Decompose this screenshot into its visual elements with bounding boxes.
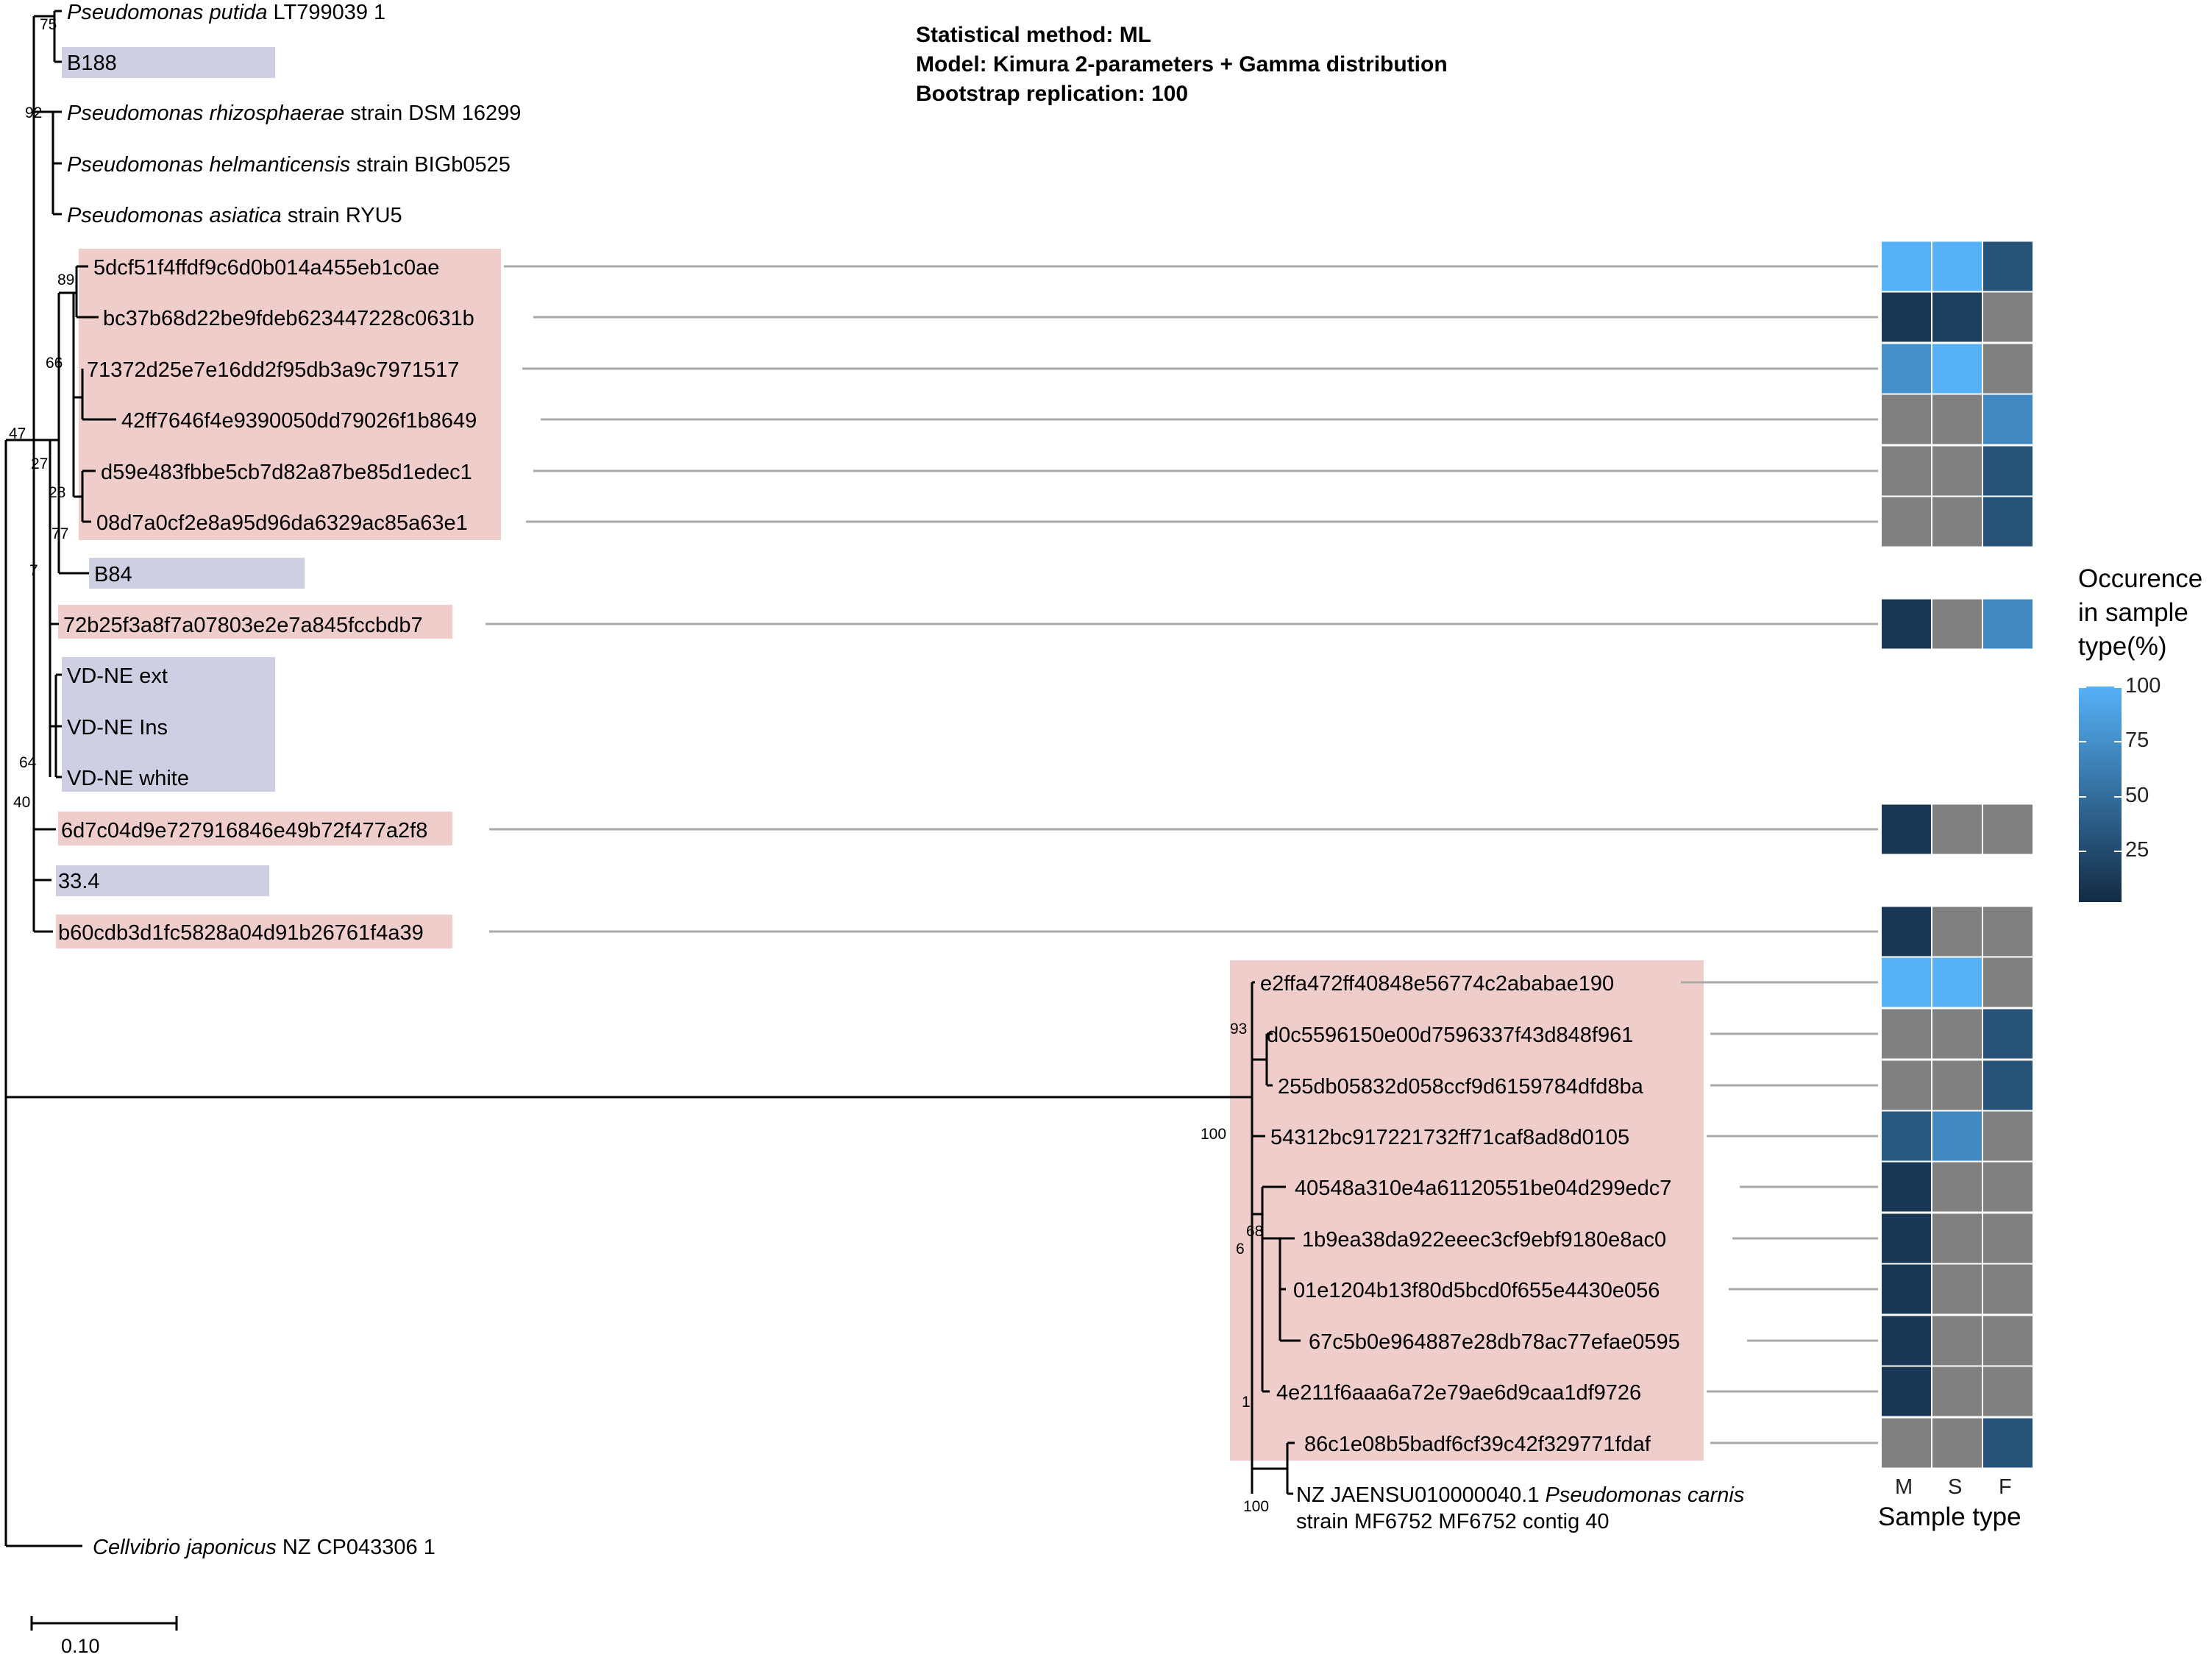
heatmap-legend-title: [2078, 562, 2202, 664]
tip-label: VD-NE white: [67, 767, 189, 790]
heatmap-cell: [1882, 1163, 1931, 1212]
scale-bar-label: 0.10: [61, 1635, 100, 1657]
bootstrap-value: 68: [1246, 1223, 1264, 1240]
bootstrap-value: 93: [1230, 1021, 1248, 1038]
tip-label: d59e483fbbe5cb7d82a87be85d1edec1: [101, 461, 472, 484]
bootstrap-value: 92: [25, 104, 43, 121]
heatmap-cell: [1983, 1112, 2033, 1161]
tip-label: VD-NE ext: [67, 664, 168, 688]
tip-label: B84: [94, 563, 132, 586]
heatmap-cell: [1932, 344, 1982, 394]
heatmap-cell: [1932, 1214, 1982, 1263]
heatmap-cell: [1882, 958, 1931, 1007]
bootstrap-value: 89: [57, 272, 75, 288]
bootstrap-value: 66: [46, 355, 63, 372]
tip-label: B188: [67, 52, 117, 75]
tip-label: VD-NE Ins: [67, 716, 168, 739]
heatmap-cell: [1882, 1214, 1931, 1263]
heatmap-cell: [1983, 1163, 2033, 1212]
bootstrap-value: 100: [1243, 1498, 1270, 1515]
heatmap-cell: [1882, 1112, 1931, 1161]
heatmap-cell: [1983, 1214, 2033, 1263]
heatmap-x-title: Sample type: [1878, 1503, 2021, 1531]
heatmap-cell: [1882, 447, 1931, 496]
heatmap-cell: [1983, 1061, 2033, 1110]
heatmap-cell: [1983, 1316, 2033, 1366]
heatmap-cell: [1932, 1010, 1982, 1059]
tip-label: 01e1204b13f80d5bcd0f655e4430e056: [1293, 1279, 1660, 1302]
bootstrap-value: 27: [31, 455, 49, 472]
heatmap-cell: [1932, 1419, 1982, 1468]
heatmap-col-label-m: M: [1895, 1475, 1913, 1499]
heatmap-cell: [1882, 1316, 1931, 1366]
heatmap-cell: [1882, 600, 1931, 649]
heatmap-col-label-f: F: [1999, 1475, 2012, 1499]
legend-title-line-2: in sample: [2078, 598, 2188, 627]
heatmap-cell: [1932, 805, 1982, 854]
method-line-1: Statistical method: ML: [916, 23, 1152, 47]
tip-label: 40548a310e4a61120551be04d299edc7: [1295, 1177, 1672, 1200]
legend-tick-25: 25: [2125, 838, 2149, 862]
bootstrap-value: 100: [1201, 1126, 1227, 1143]
heatmap-cell: [1932, 293, 1982, 342]
legend-tickmark: [2079, 687, 2086, 688]
tip-label: 6d7c04d9e727916846e49b72f477a2f8: [61, 819, 428, 843]
legend-title-line-3: type(%): [2078, 632, 2167, 661]
tip-label: 33.4: [58, 870, 100, 893]
tip-label-line2: strain MF6752 MF6752 contig 40: [1296, 1510, 1610, 1533]
heatmap-cell: [1983, 242, 2033, 291]
heatmap-cell: [1983, 395, 2033, 444]
tip-label: 5dcf51f4ffdf9c6d0b014a455eb1c0ae: [93, 256, 440, 280]
heatmap-cell: [1932, 395, 1982, 444]
bootstrap-value: 40: [13, 794, 31, 811]
tip-label: bc37b68d22be9fdeb623447228c0631b: [103, 307, 474, 330]
heatmap-cell: [1983, 958, 2033, 1007]
tip-label: 72b25f3a8f7a07803e2e7a845fccbdb7: [63, 614, 423, 637]
tip-label: 67c5b0e964887e28db78ac77efae0595: [1309, 1330, 1680, 1354]
legend-tickmark: [2079, 851, 2086, 852]
heatmap-cell: [1983, 907, 2033, 957]
heatmap-cell: [1882, 1010, 1931, 1059]
tip-label: 71372d25e7e16dd2f95db3a9c7971517: [87, 358, 460, 382]
heatmap-cell: [1983, 1367, 2033, 1416]
tip-label: e2ffa472ff40848e56774c2ababae190: [1260, 972, 1615, 996]
legend-tick-75: 75: [2125, 728, 2149, 752]
asv-highlight-box: [79, 249, 501, 540]
tip-label: NZ JAENSU010000040.1 Pseudomonas carnis: [1296, 1483, 1745, 1507]
heatmap-cell: [1983, 1419, 2033, 1468]
tip-label: Pseudomonas asiatica strain RYU5: [67, 204, 402, 227]
heatmap-cell: [1932, 242, 1982, 291]
heatmap-cell: [1983, 344, 2033, 394]
heatmap-cell: [1882, 907, 1931, 957]
heatmap-col-label-s: S: [1948, 1475, 1963, 1499]
heatmap-cell: [1983, 497, 2033, 547]
tip-label: d0c5596150e00d7596337f43d848f961: [1267, 1024, 1634, 1047]
tip-label: 86c1e08b5badf6cf39c42f329771fdaf: [1304, 1433, 1651, 1456]
bootstrap-value: 6: [1236, 1241, 1245, 1258]
method-header: [916, 21, 1448, 109]
legend-title-line-1: Occurence: [2078, 564, 2203, 593]
tip-label: 08d7a0cf2e8a95d96da6329ac85a63e1: [96, 511, 468, 535]
tip-label: 42ff7646f4e9390050dd79026f1b8649: [121, 409, 477, 433]
legend-tick-50: 50: [2125, 784, 2149, 807]
method-line-3: Bootstrap replication: 100: [916, 82, 1189, 106]
heatmap-cell: [1932, 1061, 1982, 1110]
bootstrap-value: 75: [40, 16, 57, 33]
heatmap-cell: [1932, 1163, 1982, 1212]
heatmap-cell: [1932, 1367, 1982, 1416]
tip-label: Pseudomonas putida LT799039 1: [67, 1, 386, 24]
heatmap-cell: [1983, 1265, 2033, 1314]
tip-label: 54312bc917221732ff71caf8ad8d0105: [1270, 1126, 1630, 1149]
heatmap-legend-colorbar: [2079, 687, 2122, 902]
heatmap-cell: [1932, 600, 1982, 649]
tip-label: Cellvibrio japonicus NZ CP043306 1: [93, 1536, 435, 1559]
heatmap-cell: [1882, 1265, 1931, 1314]
tip-label: Pseudomonas rhizosphaerae strain DSM 16299: [67, 102, 522, 125]
heatmap-cell: [1983, 293, 2033, 342]
heatmap-cell: [1932, 907, 1982, 957]
heatmap-cell: [1932, 497, 1982, 547]
tip-label: 4e211f6aaa6a72e79ae6d9caa1df9726: [1276, 1381, 1642, 1405]
bootstrap-value: 1: [1242, 1394, 1251, 1411]
bootstrap-value: 64: [19, 754, 37, 771]
tip-label: b60cdb3d1fc5828a04d91b26761f4a39: [58, 921, 424, 945]
heatmap-cell: [1983, 805, 2033, 854]
heatmap-cell: [1932, 447, 1982, 496]
bootstrap-value: 7: [29, 562, 38, 579]
legend-tickmark: [2114, 796, 2122, 798]
heatmap-cell: [1983, 1010, 2033, 1059]
heatmap-cell: [1983, 600, 2033, 649]
tip-label: 255db05832d058ccf9d6159784dfd8ba: [1278, 1075, 1643, 1099]
heatmap-cell: [1882, 1367, 1931, 1416]
heatmap-cell: [1882, 1419, 1931, 1468]
legend-tickmark: [2114, 687, 2122, 688]
legend-tickmark: [2079, 741, 2086, 742]
heatmap-cell: [1882, 293, 1931, 342]
legend-tickmark: [2114, 741, 2122, 742]
heatmap-cell: [1882, 344, 1931, 394]
heatmap-cell: [1932, 1265, 1982, 1314]
heatmap-cell: [1882, 497, 1931, 547]
method-line-2: Model: Kimura 2-parameters + Gamma distribution: [916, 52, 1448, 77]
bootstrap-value: 28: [49, 484, 66, 501]
heatmap-cell: [1932, 1112, 1982, 1161]
tip-label: Pseudomonas helmanticensis strain BIGb0525: [67, 153, 511, 177]
legend-tickmark: [2079, 796, 2086, 798]
bootstrap-value: 47: [9, 425, 26, 442]
heatmap-cell: [1932, 958, 1982, 1007]
heatmap-cell: [1882, 242, 1931, 291]
heatmap-cell: [1983, 447, 2033, 496]
tip-label: 1b9ea38da922eeec3cf9ebf9180e8ac0: [1302, 1228, 1667, 1252]
heatmap-cell: [1882, 395, 1931, 444]
legend-tickmark: [2114, 851, 2122, 852]
legend-tick-100: 100: [2125, 674, 2161, 698]
heatmap-cell: [1882, 805, 1931, 854]
heatmap-cell: [1882, 1061, 1931, 1110]
heatmap-cell: [1932, 1316, 1982, 1366]
bootstrap-value: 77: [51, 525, 69, 542]
